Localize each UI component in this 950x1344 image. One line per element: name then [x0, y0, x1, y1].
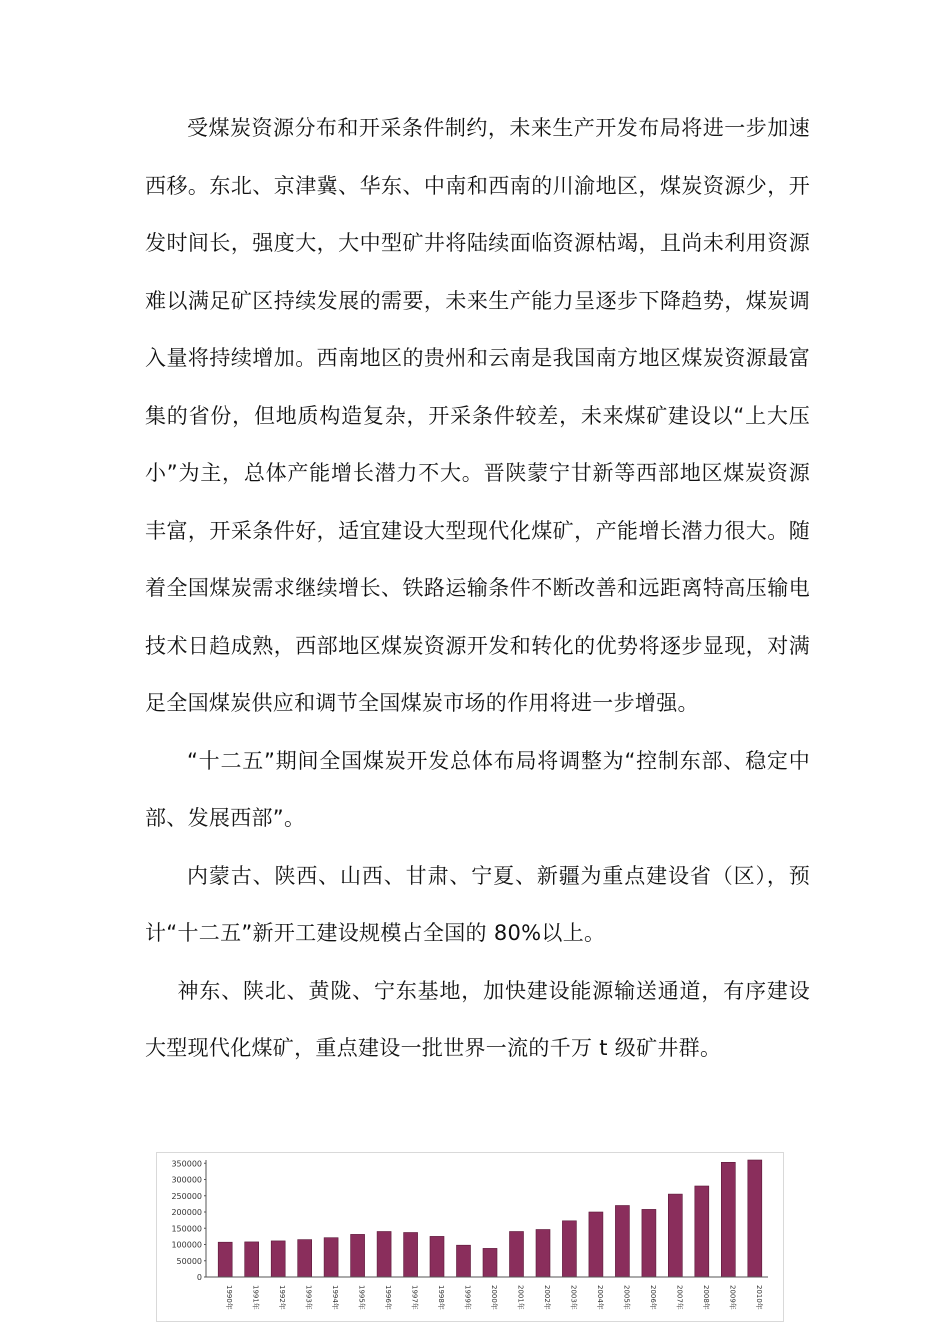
bar-2005年	[615, 1206, 629, 1278]
x-tick-label: 1999年	[463, 1285, 472, 1310]
y-tick-label: 0	[196, 1273, 202, 1282]
y-tick-label: 200000	[171, 1208, 202, 1217]
bar-1992年	[271, 1241, 285, 1277]
x-tick-label: 1992年	[278, 1285, 287, 1310]
y-tick-label: 150000	[171, 1224, 202, 1234]
paragraph-2: “十二五”期间全国煤炭开发总体布局将调整为“控制东部、稳定中部、发展西部”。	[145, 748, 810, 830]
bar-1994年	[324, 1238, 338, 1277]
bar-2007年	[668, 1194, 682, 1277]
bar-2008年	[695, 1186, 709, 1277]
body-text	[145, 100, 810, 1078]
y-tick-label: 350000	[171, 1159, 202, 1169]
bar-1996年	[377, 1232, 391, 1278]
bar-1995年	[351, 1234, 365, 1277]
paragraph-1: 受煤炭资源分布和开采条件制约，未来生产开发布局将进一步加速西移。东北、京津冀、华东、中南和西南的川渝地区，煤炭资源少，开发时间长，强度大，大中型矿井将陆续面临资源枯竭，且尚未利用资源难以满足矿区持续发展的需要，未来生产能力呈逐步下降趋势，煤炭调入量将持续增加。西南地区的贵州和云南是我国南方地区煤炭资源最富集的省份，但地质构造复杂，开采条件较差，未来煤矿建设以“上大压小”为主，总体产能增长潜力不大。晋陕蒙宁甘新等西部地区煤炭资源丰富，开采条件好，适宜建设大型现代化煤矿，产能增长潜力很大。随着全国煤炭需求继续增长、铁路运输条件不断改善和远距离特高压输电技术日趋成熟，西部地区煤炭资源开发和转化的优势将逐步显现，对满足全国煤炭供应和调节全国煤炭市场的作用将进一步增强。	[145, 116, 810, 715]
bar-1997年	[404, 1233, 418, 1278]
y-tick-label: 100000	[171, 1240, 202, 1250]
x-tick-label: 2006年	[648, 1285, 657, 1310]
bar-2000年	[483, 1248, 497, 1277]
x-tick-label: 1993年	[304, 1285, 313, 1310]
bar-2001年	[510, 1232, 524, 1278]
y-tick-label: 250000	[171, 1191, 202, 1201]
x-tick-label: 1996年	[384, 1285, 393, 1310]
bar-2009年	[721, 1162, 735, 1277]
x-tick-label: 1990年	[225, 1285, 234, 1310]
x-tick-label: 1998年	[437, 1285, 446, 1310]
x-tick-label: 1995年	[357, 1285, 366, 1310]
bar-1990年	[218, 1242, 232, 1277]
paragraph-4: 神东、陕北、黄陇、宁东基地，加快建设能源输送通道，有序建设大型现代化煤矿，重点建设一批世界一流的千万 t 级矿井群。	[145, 978, 810, 1060]
bar-1998年	[430, 1236, 444, 1277]
x-tick-label: 1997年	[410, 1285, 419, 1310]
bar-1991年	[245, 1242, 259, 1277]
bar-2006年	[642, 1209, 656, 1277]
x-tick-label: 2003年	[569, 1285, 578, 1310]
bar-2003年	[562, 1221, 576, 1277]
x-tick-label: 1994年	[331, 1285, 340, 1310]
bar-2010年	[748, 1160, 762, 1277]
x-tick-label: 2002年	[542, 1285, 551, 1310]
paragraph-3: 内蒙古、陕西、山西、甘肃、宁夏、新疆为重点建设省（区），预计“十二五”新开工建设规模占全国的 80%以上。	[145, 863, 810, 945]
x-tick-label: 2005年	[622, 1285, 631, 1310]
y-tick-label: 50000	[176, 1256, 202, 1266]
x-tick-label: 2010年	[754, 1285, 763, 1310]
bar-2004年	[589, 1212, 603, 1277]
coal-output-bar-chart	[156, 1152, 784, 1322]
x-tick-label: 2001年	[516, 1285, 525, 1310]
y-tick-label: 300000	[171, 1175, 202, 1185]
x-tick-label: 2004年	[595, 1285, 604, 1310]
bar-2002年	[536, 1230, 550, 1278]
bar-1999年	[457, 1245, 471, 1277]
x-tick-label: 2009年	[728, 1285, 737, 1310]
x-tick-label: 2007年	[675, 1285, 684, 1310]
x-tick-label: 1991年	[251, 1285, 260, 1310]
x-tick-label: 2008年	[701, 1285, 710, 1310]
x-tick-label: 2000年	[490, 1285, 498, 1310]
x-axis-ticks	[225, 1285, 764, 1310]
bar-1993年	[298, 1240, 312, 1277]
